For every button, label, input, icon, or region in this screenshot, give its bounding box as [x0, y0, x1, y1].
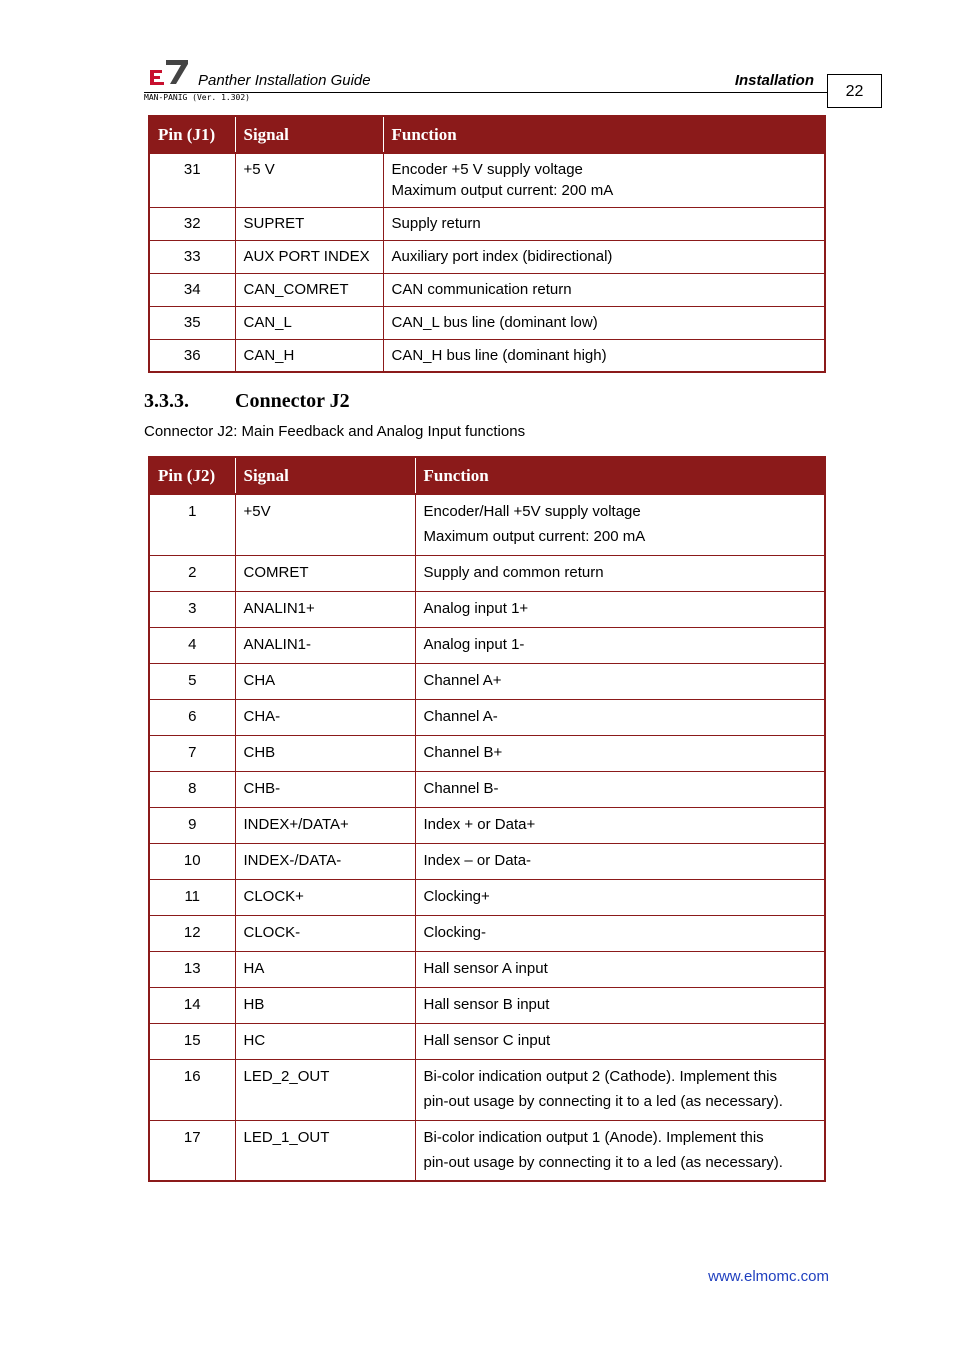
signal-cell: CAN_COMRET [235, 273, 383, 306]
function-line: CAN_L bus line (dominant low) [391, 313, 598, 331]
signal-cell: +5V [235, 494, 415, 555]
header-signal: Signal [235, 116, 383, 153]
function-line: Supply return [391, 214, 481, 232]
table-row [149, 555, 825, 591]
function-cell [415, 555, 825, 591]
pin-cell: 2 [149, 555, 235, 591]
table-row [149, 1059, 825, 1120]
pin-cell: 12 [149, 915, 235, 951]
header-section-name: Installation [734, 72, 814, 89]
signal-cell: AUX PORT INDEX [235, 240, 383, 273]
function-line: pin-out usage by connecting it to a led (as necessary). [423, 1153, 783, 1171]
pin-cell: 11 [149, 879, 235, 915]
pin-cell: 6 [149, 699, 235, 735]
page-number: 22 [827, 74, 882, 108]
header-signal: Signal [235, 457, 415, 494]
table-header-row [149, 116, 825, 153]
table-row [149, 1023, 825, 1059]
function-cell [415, 627, 825, 663]
function-line: Bi-color indication output 2 (Cathode). Implement this [423, 1067, 778, 1085]
function-cell [415, 951, 825, 987]
document-title: Panther Installation Guide [198, 72, 371, 89]
function-line: Bi-color indication output 1 (Anode). Implement this [423, 1128, 764, 1146]
table-row [149, 273, 825, 306]
signal-cell: LED_1_OUT [235, 1120, 415, 1181]
function-line: Encoder/Hall +5V supply voltage [423, 503, 641, 520]
function-line: pin-out usage by connecting it to a led (as necessary). [423, 1092, 783, 1110]
function-line: Encoder +5 V supply voltage [391, 161, 583, 178]
function-cell [415, 1023, 825, 1059]
function-line: Clocking- [423, 923, 487, 941]
function-line: Hall sensor A input [423, 959, 548, 977]
header-pin: Pin (J1) [149, 116, 235, 153]
function-cell [415, 699, 825, 735]
function-line: Maximum output current: 200 mA [391, 182, 614, 199]
table-row [149, 306, 825, 339]
function-line: Auxiliary port index (bidirectional) [391, 247, 613, 265]
table-row [149, 951, 825, 987]
header-pin: Pin (J2) [149, 457, 235, 494]
signal-cell: INDEX-/DATA- [235, 843, 415, 879]
pin-table-j1 [148, 115, 826, 373]
table-row [149, 207, 825, 240]
signal-cell: CHB- [235, 771, 415, 807]
table-row [149, 879, 825, 915]
section-intro: Connector J2: Main Feedback and Analog Input functions [144, 423, 526, 440]
function-line: Analog input 1- [423, 635, 525, 653]
pin-cell: 17 [149, 1120, 235, 1181]
pin-cell: 31 [149, 153, 235, 207]
signal-cell: CHA [235, 663, 415, 699]
function-cell [383, 240, 825, 273]
signal-cell: LED_2_OUT [235, 1059, 415, 1120]
table-row [149, 494, 825, 555]
pin-cell: 36 [149, 339, 235, 372]
function-cell [383, 306, 825, 339]
function-line: Channel A+ [423, 671, 502, 689]
function-cell [383, 207, 825, 240]
signal-cell: CHB [235, 735, 415, 771]
website-link[interactable]: www.elmomc.com [708, 1268, 829, 1285]
signal-cell: CHA- [235, 699, 415, 735]
function-line: CAN_H bus line (dominant high) [391, 346, 607, 364]
signal-cell: HA [235, 951, 415, 987]
table-row [149, 153, 825, 207]
table-row [149, 240, 825, 273]
signal-cell: CLOCK- [235, 915, 415, 951]
table-header-row [149, 457, 825, 494]
table-row [149, 915, 825, 951]
table-row [149, 699, 825, 735]
pin-cell: 13 [149, 951, 235, 987]
signal-cell: SUPRET [235, 207, 383, 240]
function-cell [415, 807, 825, 843]
function-line: Channel A- [423, 707, 498, 725]
pin-cell: 5 [149, 663, 235, 699]
document-version: MAN-PANIG (Ver. 1.302) [144, 93, 250, 102]
function-line: Hall sensor B input [423, 995, 550, 1013]
signal-cell: INDEX+/DATA+ [235, 807, 415, 843]
function-line: CAN communication return [391, 280, 572, 298]
pin-cell: 7 [149, 735, 235, 771]
signal-cell: CAN_H [235, 339, 383, 372]
pin-cell: 33 [149, 240, 235, 273]
function-cell [415, 879, 825, 915]
signal-cell: COMRET [235, 555, 415, 591]
function-cell [383, 339, 825, 372]
pin-cell: 16 [149, 1059, 235, 1120]
table-row [149, 627, 825, 663]
function-line: Analog input 1+ [423, 599, 529, 617]
section-title: Connector J2 [235, 390, 350, 412]
signal-cell: CAN_L [235, 306, 383, 339]
header-function: Function [415, 457, 825, 494]
table-row [149, 735, 825, 771]
pin-table-j2 [148, 456, 826, 1182]
pin-cell: 4 [149, 627, 235, 663]
pin-cell: 35 [149, 306, 235, 339]
table-row [149, 1120, 825, 1181]
function-cell [383, 273, 825, 306]
function-line: Hall sensor C input [423, 1031, 551, 1049]
pin-cell: 1 [149, 494, 235, 555]
table-row [149, 843, 825, 879]
pin-cell: 9 [149, 807, 235, 843]
pin-cell: 8 [149, 771, 235, 807]
signal-cell: CLOCK+ [235, 879, 415, 915]
section-heading [144, 390, 350, 413]
pin-cell: 14 [149, 987, 235, 1023]
function-line: Channel B+ [423, 743, 503, 761]
signal-cell: ANALIN1- [235, 627, 415, 663]
function-cell [415, 591, 825, 627]
function-line: Supply and common return [423, 563, 604, 581]
function-line: Channel B- [423, 779, 499, 797]
function-cell [415, 915, 825, 951]
signal-cell: +5 V [235, 153, 383, 207]
function-cell [415, 735, 825, 771]
pin-cell: 15 [149, 1023, 235, 1059]
signal-cell: HB [235, 987, 415, 1023]
function-line: Index + or Data+ [423, 815, 536, 833]
table-row [149, 339, 825, 372]
section-number: 3.3.3. [144, 390, 189, 412]
table-row [149, 663, 825, 699]
signal-cell: ANALIN1+ [235, 591, 415, 627]
function-line: Maximum output current: 200 mA [423, 528, 646, 545]
function-cell [383, 153, 825, 207]
function-line: Index – or Data- [423, 851, 532, 869]
function-cell [415, 663, 825, 699]
signal-cell: HC [235, 1023, 415, 1059]
function-cell [415, 843, 825, 879]
pin-cell: 10 [149, 843, 235, 879]
function-cell [415, 494, 825, 555]
table-row [149, 591, 825, 627]
function-cell [415, 1059, 825, 1120]
elmo-logo-icon [148, 58, 190, 86]
table-row [149, 987, 825, 1023]
function-cell [415, 987, 825, 1023]
pin-cell: 34 [149, 273, 235, 306]
function-cell [415, 1120, 825, 1181]
function-cell [415, 771, 825, 807]
header-function: Function [383, 116, 825, 153]
table-row [149, 807, 825, 843]
function-line: Clocking+ [423, 887, 490, 905]
table-row [149, 771, 825, 807]
pin-cell: 3 [149, 591, 235, 627]
pin-cell: 32 [149, 207, 235, 240]
